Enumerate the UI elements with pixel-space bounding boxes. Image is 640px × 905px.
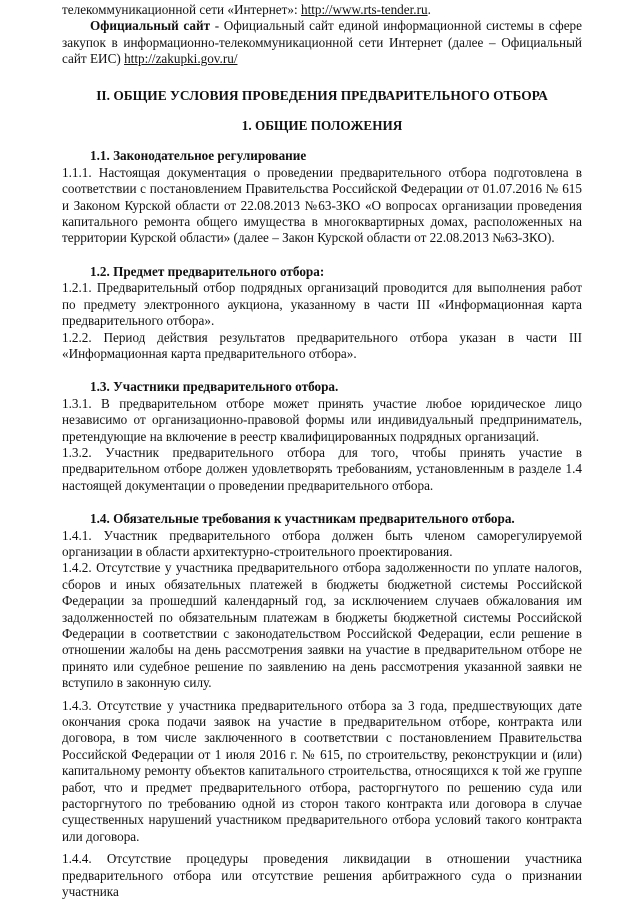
zakupki-link[interactable]: http://zakupki.gov.ru/: [124, 51, 238, 67]
paragraph-1-4-4: 1.4.4. Отсутствие процедуры проведения ликвидации в отношении участника предварительного отбора или отсутствие решения арбитражного суда о признании участника: [62, 851, 582, 900]
rts-tender-link[interactable]: http://www.rts-tender.ru: [300, 2, 428, 17]
paragraph-1-4-3: 1.4.3. Отсутствие у участника предварительного отбора за 3 года, предшествующих дате окончания срока подачи заявок на участие в предварительном отборе, контракта или договора, в том числе заключенного в соответствии с постановлением Правительства Российской Федерации от 1 июля 2016 г. № 615, по строительству, реконструкции и (или) капитальному ремонту объектов капитального строительства, относящихся к той же группе работ, что и предмет предварительного отбора, расторгнутого по решению суда или расторгнутого по требованию одной из сторон такого контракта или договора в случае существенных нарушений участником предварительного отбора условий такого контракта или договора.: [62, 697, 582, 844]
paragraph-1-4-2: 1.4.2. Отсутствие у участника предварительного отбора задолженности по уплате налогов, сборов и иных обязательных платежей в бюджеты бюджетной системы Российской Федерации за прошедший календарный год, за исключением случаев обжалования им задолженностей по обязательным платежам в бюджеты бюджетной системы Российской Федерации в соответствии с законодательством Российской Федерации, если решение в отношении жалобы на день рассмотрения заявки на участие в предварительном отборе не принято или судебное решение по заявлению на день рассмотрения указанной заявки не вступило в законную силу.: [62, 560, 582, 691]
official-site-definition: Официальный сайт - Официальный сайт единой информационной системы в сфере закупок в информационно-телекоммуникационной сети Интернет (далее – Официальный сайт ЕИС) http://zakupki.gov.ru/: [62, 18, 583, 67]
paragraph-1-3-2: 1.3.2. Участник предварительного отбора для того, чтобы принять участие в предварительном отборе должен удовлетворять требованиям, установленным в разделе 1.4 настоящей документации о проведении предварительного отбора.: [62, 444, 582, 493]
heading-1-3: 1.3. Участники предварительного отбора.: [90, 379, 339, 395]
section-title: II. ОБЩИЕ УСЛОВИЯ ПРОВЕДЕНИЯ ПРЕДВАРИТЕЛЬНОГО ОТБОРА: [96, 87, 548, 103]
intro-line: телекоммуникационной сети «Интернет»: http://www.rts-tender.ru.: [62, 2, 431, 17]
official-site-term: Официальный сайт: [90, 18, 211, 34]
heading-1-2: 1.2. Предмет предварительного отбора:: [90, 263, 325, 279]
paragraph-1-4-1: 1.4.1. Участник предварительного отбора должен быть членом саморегулируемой организации в области архитектурно-строительного проектирования.: [62, 527, 582, 559]
heading-1-1: 1.1. Законодательное регулирование: [90, 148, 307, 164]
paragraph-1-1-1: 1.1.1. Настоящая документация о проведении предварительного отбора подготовлена в соответствии с постановлением Правительства Российской Федерации от 01.07.2016 № 615 и Законом Курской области от 22.08.2013 №63-ЗКО «О вопросах организации проведения капитального ремонта общего имущества в многоквартирных домах, расположенных на территории Курской области» (далее – Закон Курской области от 22.08.2013 №63-ЗКО).: [62, 164, 582, 246]
paragraph-1-3-1: 1.3.1. В предварительном отборе может принять участие любое юридическое лицо независимо от организационно-правовой формы или индивидуальный предприниматель, претендующие на включение в реестр квалифицированных подрядных организаций.: [62, 395, 582, 444]
document-page: [62, 2, 582, 901]
paragraph-1-2-1: 1.2.1. Предварительный отбор подрядных организаций проводится для выполнения работ по предмету электронного аукциона, указанному в части III «Информационная карта предварительного отбора».: [62, 280, 582, 329]
chapter-title: 1. ОБЩИЕ ПОЛОЖЕНИЯ: [241, 118, 403, 134]
heading-1-4: 1.4. Обязательные требования к участникам предварительного отбора.: [90, 511, 515, 527]
paragraph-1-2-2: 1.2.2. Период действия результатов предварительного отбора указан в части III «Информационная карта предварительного отбора».: [62, 329, 582, 361]
